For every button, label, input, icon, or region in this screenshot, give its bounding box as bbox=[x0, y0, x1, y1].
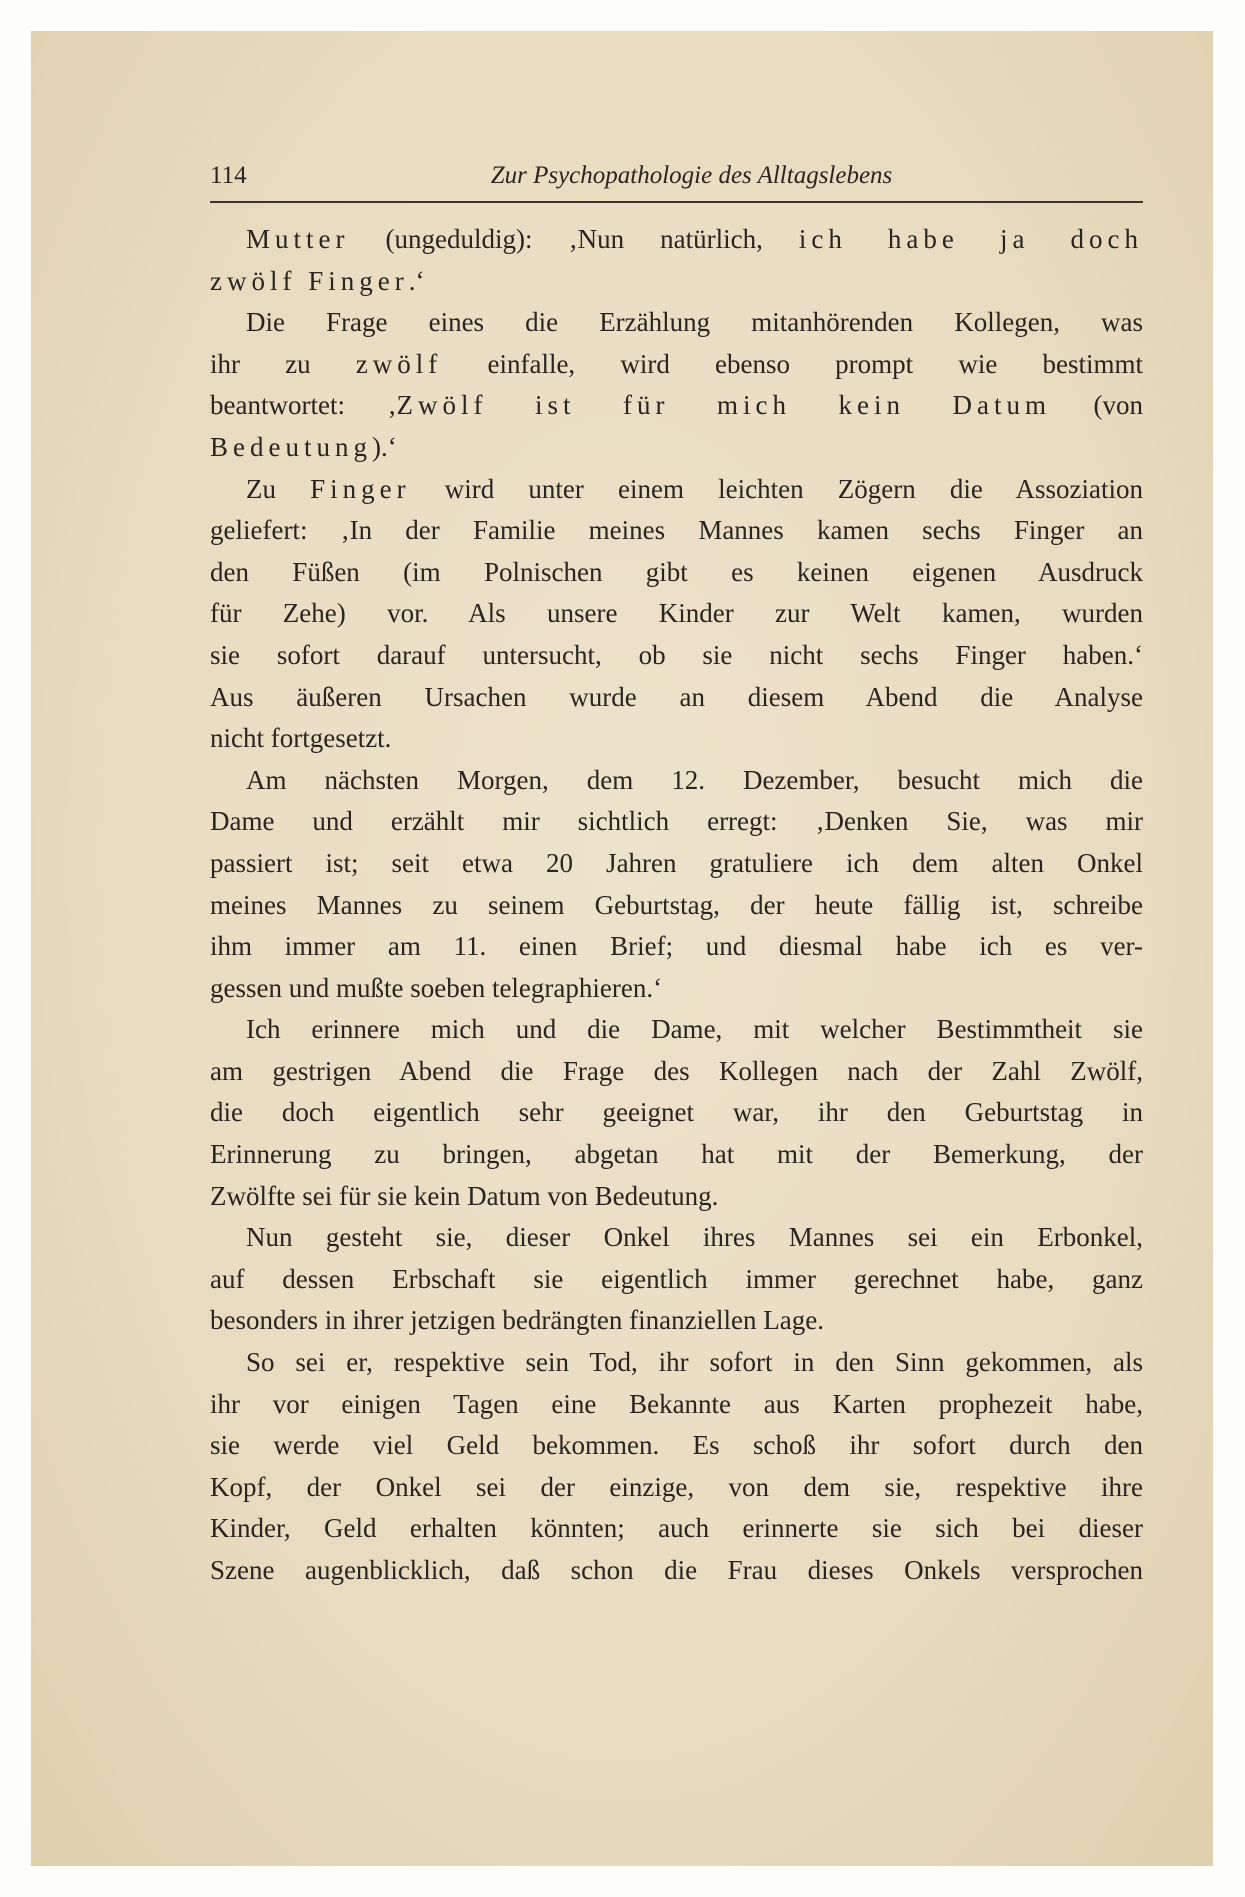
text-segment: Nun gesteht sie, dieser Onkel ihres Mannes sei ein Erbonkel, bbox=[246, 1222, 1143, 1253]
text-segment: Zu bbox=[246, 473, 311, 504]
text-segment: meines Mannes zu seinem Geburtstag, der heute fällig ist, schreibe bbox=[210, 889, 1143, 920]
text-line bbox=[210, 1425, 1143, 1467]
text-line bbox=[210, 801, 1143, 843]
text-line bbox=[210, 718, 1143, 760]
body-text bbox=[210, 219, 1143, 1592]
text-line bbox=[210, 843, 1143, 885]
text-line bbox=[210, 1550, 1143, 1592]
text-segment: beantwortet: ‚ bbox=[210, 390, 397, 421]
text-segment: auf dessen Erbschaft sie eigentlich immer gerechnet habe, ganz bbox=[210, 1263, 1143, 1294]
text-segment: ).‘ bbox=[371, 431, 397, 462]
text-line bbox=[210, 344, 1143, 386]
text-line bbox=[210, 1009, 1143, 1051]
text-line bbox=[210, 219, 1143, 261]
text-segment: Erinnerung zu bringen, abgetan hat mit der Bemerkung, der bbox=[210, 1139, 1143, 1170]
text-line bbox=[210, 385, 1143, 427]
text-segment: So sei er, respektive sein Tod, ihr sofort in den Sinn gekommen, als bbox=[246, 1347, 1143, 1378]
text-line bbox=[210, 1134, 1143, 1176]
text-segment: Die Frage eines die Erzählung mitanhörenden Kollegen, was bbox=[246, 307, 1143, 338]
text-segment: sie sofort darauf untersucht, ob sie nicht sechs Finger haben.‘ bbox=[210, 639, 1143, 670]
text-line bbox=[210, 885, 1143, 927]
text-segment: (ungeduldig): ‚Nun natürlich, bbox=[349, 224, 799, 254]
text-line bbox=[210, 1467, 1143, 1509]
text-segment: nicht fortgesetzt. bbox=[210, 723, 392, 754]
text-line bbox=[210, 677, 1143, 719]
text-line bbox=[210, 1092, 1143, 1134]
text-segment: Aus äußeren Ursachen wurde an diesem Abend die Analyse bbox=[210, 681, 1143, 712]
spaced-emphasis-text: zwölf bbox=[355, 348, 443, 379]
text-segment: für Zehe) vor. Als unsere Kinder zur Welt kamen, wurden bbox=[210, 598, 1143, 629]
text-segment: den Füßen (im Polnischen gibt es keinen eigenen Ausdruck bbox=[210, 556, 1143, 587]
text-line bbox=[210, 968, 1143, 1010]
text-segment: wird unter einem leichten Zögern die Assoziation bbox=[410, 473, 1143, 504]
header-rule bbox=[210, 201, 1143, 203]
text-line bbox=[210, 593, 1143, 635]
spaced-emphasis-text: ich habe ja doch bbox=[798, 224, 1143, 254]
text-segment: ihr zu bbox=[210, 348, 356, 379]
text-line bbox=[210, 261, 1143, 303]
text-line bbox=[210, 1384, 1143, 1426]
text-line bbox=[210, 469, 1143, 511]
text-line bbox=[210, 1217, 1143, 1259]
text-line bbox=[210, 1300, 1143, 1342]
text-segment: Dame und erzählt mir sichtlich erregt: ‚Denken Sie, was mir bbox=[210, 806, 1143, 837]
text-segment: Zwölfte sei für sie kein Datum von Bedeutung. bbox=[210, 1180, 719, 1211]
text-segment: Kinder, Geld erhalten könnten; auch erinnerte sie sich bei dieser bbox=[210, 1513, 1143, 1544]
text-segment: ihm immer am 11. einen Brief; und diesmal habe ich es ver- bbox=[210, 931, 1143, 962]
text-line bbox=[210, 1342, 1143, 1384]
text-segment: Kopf, der Onkel sei der einzige, von dem sie, respektive ihre bbox=[210, 1471, 1143, 1502]
spaced-emphasis-text: Zwölf ist für mich kein Datum bbox=[396, 390, 1051, 421]
text-segment: ihr vor einigen Tagen eine Bekannte aus Karten prophezeit habe, bbox=[210, 1388, 1143, 1419]
text-segment: (von bbox=[1050, 390, 1143, 421]
spaced-emphasis-text: zwölf Finger bbox=[210, 265, 409, 296]
text-line bbox=[210, 926, 1143, 968]
text-line bbox=[210, 302, 1143, 344]
text-segment: sie werde viel Geld bekommen. Es schoß ihr sofort durch den bbox=[210, 1430, 1143, 1461]
text-line bbox=[210, 1508, 1143, 1550]
text-segment: einfalle, wird ebenso prompt wie bestimmt bbox=[442, 348, 1143, 379]
text-segment: .‘ bbox=[408, 265, 425, 296]
text-line bbox=[210, 1051, 1143, 1093]
spaced-emphasis-text: Mutter bbox=[246, 224, 350, 254]
text-line bbox=[210, 427, 1143, 469]
text-segment: passiert ist; seit etwa 20 Jahren gratuliere ich dem alten Onkel bbox=[210, 847, 1143, 878]
text-segment: Szene augenblicklich, daß schon die Frau dieses Onkels versprochen bbox=[210, 1555, 1143, 1585]
running-title: Zur Psychopathologie des Alltagslebens bbox=[490, 162, 893, 189]
text-line bbox=[210, 760, 1143, 802]
text-segment: Ich erinnere mich und die Dame, mit welcher Bestimmtheit sie bbox=[246, 1014, 1143, 1045]
text-segment: die doch eigentlich sehr geeignet war, ihr den Geburtstag in bbox=[210, 1097, 1143, 1128]
spaced-emphasis-text: Bedeutung bbox=[210, 431, 372, 462]
spaced-emphasis-text: Finger bbox=[310, 473, 411, 504]
text-line bbox=[210, 552, 1143, 594]
text-segment: besonders in ihrer jetzigen bedrängten finanziellen Lage. bbox=[210, 1305, 824, 1336]
text-segment: am gestrigen Abend die Frage des Kollegen nach der Zahl Zwölf, bbox=[210, 1055, 1143, 1086]
running-header bbox=[210, 160, 1143, 196]
page-number: 114 bbox=[210, 162, 247, 189]
text-segment: geliefert: ‚In der Familie meines Mannes kamen sechs Finger an bbox=[210, 515, 1143, 546]
text-line bbox=[210, 510, 1143, 552]
text-line bbox=[210, 635, 1143, 677]
text-line bbox=[210, 1176, 1143, 1218]
text-line bbox=[210, 1259, 1143, 1301]
text-segment: Am nächsten Morgen, dem 12. Dezember, besucht mich die bbox=[246, 764, 1143, 795]
text-segment: gessen und mußte soeben telegraphieren.‘ bbox=[210, 972, 663, 1003]
